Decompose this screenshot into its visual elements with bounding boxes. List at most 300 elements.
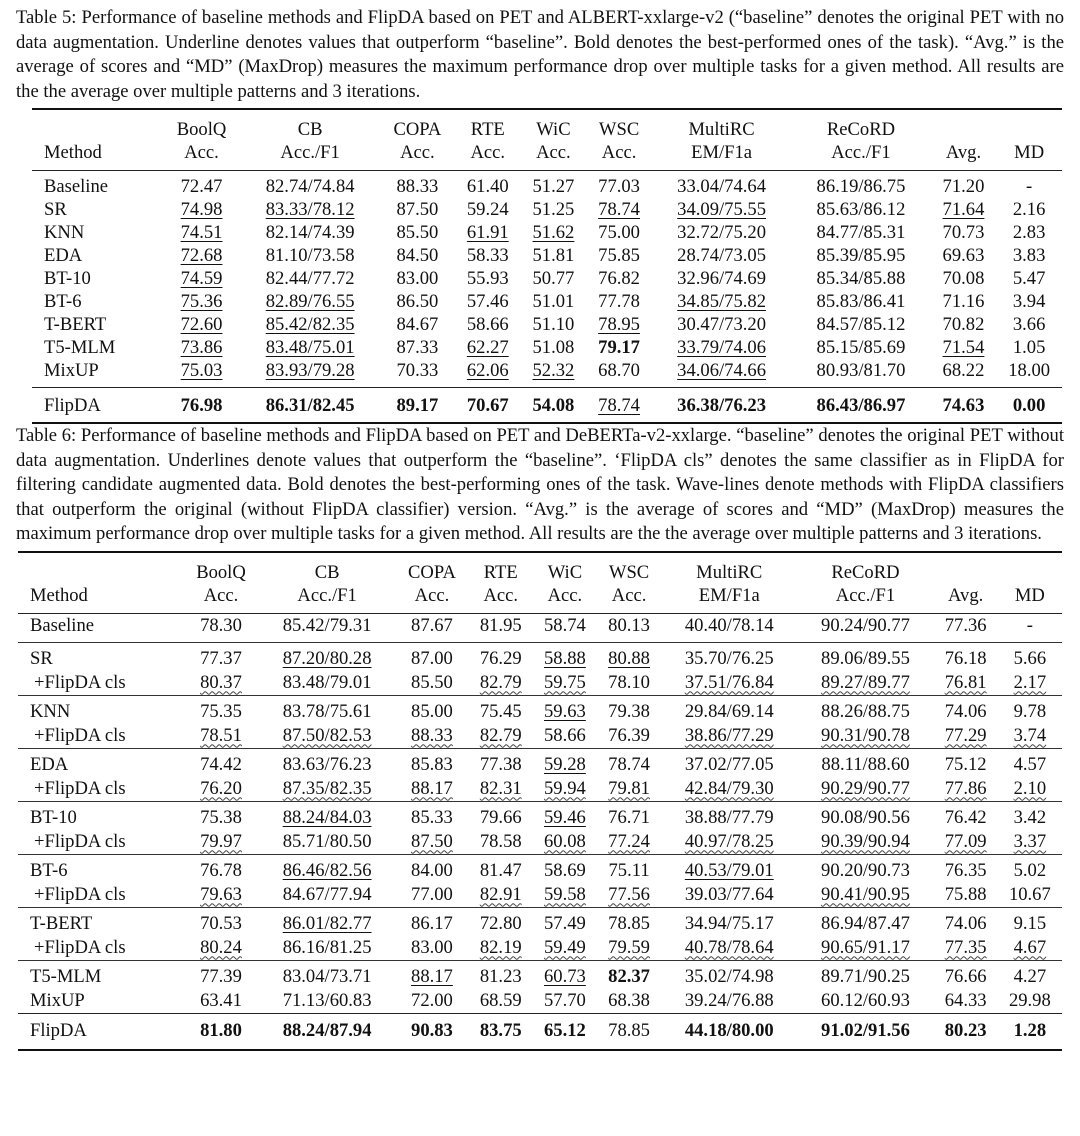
cell-value: 73.86 — [180, 337, 223, 358]
table-cell — [469, 642, 533, 671]
table-cell — [395, 936, 468, 961]
cell-value: 76.35 — [944, 859, 987, 881]
column-header: Method — [32, 141, 163, 171]
column-header: Acc./F1 — [240, 141, 379, 171]
table-cell — [652, 359, 791, 388]
cell-value: 79.38 — [608, 700, 650, 722]
column-header-top: WiC — [533, 552, 597, 584]
table-cell — [183, 671, 259, 696]
table-cell — [931, 244, 997, 267]
cell-value: 38.86/77.29 — [684, 724, 774, 746]
cell-value: 87.67 — [411, 614, 453, 636]
cell-value: 51.62 — [532, 222, 575, 243]
table-cell — [259, 671, 395, 696]
table-row — [18, 613, 1062, 642]
table-cell — [380, 244, 455, 267]
table-cell — [533, 989, 597, 1014]
cell-value: 74.59 — [180, 268, 223, 289]
cell-value: 71.54 — [942, 337, 985, 358]
table-row — [32, 171, 1062, 199]
cell-value: 83.48/79.01 — [282, 671, 372, 693]
table-cell — [597, 854, 661, 883]
cell-value: 77.00 — [411, 883, 453, 905]
table-row — [32, 244, 1062, 267]
method-name: +FlipDA cls — [34, 777, 126, 799]
table-cell — [533, 960, 597, 989]
table6-caption-label: Table 6: — [16, 425, 77, 446]
cell-value: 87.20/80.28 — [282, 647, 372, 669]
table-cell — [469, 936, 533, 961]
column-header: Acc. — [455, 141, 521, 171]
table-cell — [934, 883, 998, 908]
table-cell — [469, 854, 533, 883]
table-cell — [521, 336, 587, 359]
cell-value: 77.24 — [608, 830, 650, 852]
cell-value: 75.35 — [200, 700, 242, 722]
table-cell — [240, 336, 379, 359]
cell-value: 88.17 — [411, 965, 453, 987]
table-cell — [183, 989, 259, 1014]
cell-value: 68.59 — [479, 989, 522, 1011]
table-cell — [652, 244, 791, 267]
cell-value: 51.08 — [532, 337, 575, 358]
cell-value: 75.36 — [180, 291, 223, 312]
cell-value: 9.78 — [1013, 700, 1047, 722]
table-cell — [797, 724, 933, 749]
table-cell — [661, 1013, 797, 1050]
table-row — [32, 221, 1062, 244]
table-cell — [791, 388, 930, 424]
table-cell — [183, 960, 259, 989]
cell-value: 78.30 — [200, 614, 242, 636]
cell-value: 78.58 — [479, 830, 522, 852]
table-cell — [791, 336, 930, 359]
cell-value: 81.80 — [200, 1019, 242, 1041]
table-cell — [380, 336, 455, 359]
cell-value: 70.33 — [396, 360, 439, 381]
cell-value: 83.00 — [411, 936, 453, 958]
column-header: Acc. — [597, 584, 661, 614]
table-cell — [998, 801, 1062, 830]
cell-value: 82.74/74.84 — [265, 176, 355, 197]
cell-value: 72.00 — [411, 989, 453, 1011]
cell-value: 76.18 — [944, 647, 987, 669]
table-cell — [533, 777, 597, 802]
column-header: Acc. — [533, 584, 597, 614]
table-cell — [380, 313, 455, 336]
table-cell — [521, 359, 587, 388]
table-cell — [661, 613, 797, 642]
cell-value: 58.66 — [466, 314, 509, 335]
cell-value: 82.79 — [479, 671, 522, 693]
table-cell — [586, 388, 652, 424]
table-cell — [183, 936, 259, 961]
table-cell — [163, 313, 241, 336]
method-name: +FlipDA cls — [34, 830, 126, 852]
cell-value: 80.37 — [200, 671, 242, 693]
cell-value: 3.94 — [1012, 291, 1046, 312]
table-cell — [597, 671, 661, 696]
table-cell — [395, 907, 468, 936]
table-cell — [455, 313, 521, 336]
table-cell — [469, 724, 533, 749]
table-cell — [395, 960, 468, 989]
cell-value: 51.81 — [532, 245, 575, 266]
table-cell — [931, 359, 997, 388]
table-cell — [395, 854, 468, 883]
table-row — [32, 336, 1062, 359]
table-cell — [163, 388, 241, 424]
table5-caption-text: Performance of baseline methods and FlipDA based on PET and ALBERT-xxlarge-v2 (“baseline” denotes the original PET with no data augmentation. Underline denotes values that outperform “baseline”. Bold denotes the best-performed ones of the task). “Avg.” is the average of scores and “MD” (MaxDrop) measures the maximum performance drop over multiple tasks for a given method. All results are the the average over multiple patterns and 3 iterations. — [16, 7, 1064, 102]
cell-value: 58.33 — [466, 245, 509, 266]
table-cell — [469, 801, 533, 830]
table-cell — [533, 748, 597, 777]
cell-value: 87.50 — [411, 830, 453, 852]
table-cell — [469, 883, 533, 908]
column-header-top — [996, 109, 1062, 141]
table-cell — [931, 221, 997, 244]
cell-value: 84.67 — [396, 314, 439, 335]
cell-value: 87.50 — [396, 199, 439, 220]
cell-value: 40.40/78.14 — [684, 614, 774, 636]
table-cell — [661, 960, 797, 989]
cell-value: 80.88 — [608, 647, 650, 669]
table-cell — [586, 313, 652, 336]
cell-value: 62.06 — [466, 360, 509, 381]
table-cell — [455, 171, 521, 199]
method-name: BT-6 — [44, 291, 82, 312]
table-cell — [998, 613, 1062, 642]
table-cell — [163, 171, 241, 199]
cell-value: 3.74 — [1013, 724, 1047, 746]
method-name: +FlipDA cls — [34, 724, 126, 746]
table-cell — [931, 171, 997, 199]
table-cell — [183, 883, 259, 908]
cell-value: 79.66 — [479, 806, 522, 828]
table-cell — [240, 359, 379, 388]
cell-value: 74.42 — [200, 753, 242, 775]
cell-value: 9.15 — [1013, 912, 1047, 934]
column-header: EM/F1a — [652, 141, 791, 171]
cell-value: 82.19 — [479, 936, 522, 958]
table-cell — [996, 171, 1062, 199]
table-cell — [661, 989, 797, 1014]
table-cell — [586, 290, 652, 313]
table-cell — [996, 198, 1062, 221]
table-cell — [380, 198, 455, 221]
column-header-top: ReCoRD — [797, 552, 933, 584]
cell-value: 85.50 — [396, 222, 439, 243]
table-cell — [586, 171, 652, 199]
table-cell — [469, 907, 533, 936]
cell-value: 91.02/91.56 — [821, 1019, 910, 1041]
table-cell — [259, 748, 395, 777]
cell-value: 83.78/75.61 — [282, 700, 372, 722]
cell-value: 68.70 — [598, 360, 640, 381]
cell-value: 86.31/82.45 — [265, 395, 355, 416]
table-cell — [380, 359, 455, 388]
table-cell — [259, 907, 395, 936]
cell-value: 74.06 — [944, 700, 987, 722]
cell-value: 83.75 — [479, 1019, 522, 1041]
cell-value: 74.63 — [942, 395, 985, 416]
cell-value: 42.84/79.30 — [684, 777, 774, 799]
cell-value: 86.94/87.47 — [821, 912, 910, 934]
table-cell — [259, 695, 395, 724]
table-cell — [395, 695, 468, 724]
cell-value: 75.03 — [180, 360, 223, 381]
cell-value: 59.24 — [466, 199, 509, 220]
table-cell — [533, 936, 597, 961]
cell-value: 80.13 — [608, 614, 650, 636]
cell-value: 75.38 — [200, 806, 242, 828]
table-row — [18, 936, 1062, 961]
cell-value: 85.00 — [411, 700, 453, 722]
cell-value: 3.42 — [1013, 806, 1047, 828]
table-cell — [931, 198, 997, 221]
cell-value: 80.24 — [200, 936, 242, 958]
cell-value: 1.28 — [1013, 1019, 1047, 1041]
cell-value: 70.08 — [942, 268, 985, 289]
cell-value: 71.64 — [942, 199, 985, 220]
cell-value: 76.78 — [200, 859, 242, 881]
column-header-top: MultiRC — [652, 109, 791, 141]
table-cell — [931, 290, 997, 313]
cell-value: 85.33 — [411, 806, 453, 828]
cell-value: 82.91 — [479, 883, 522, 905]
table-cell — [661, 695, 797, 724]
table-cell — [998, 830, 1062, 855]
table-row — [32, 313, 1062, 336]
cell-value: 78.95 — [598, 314, 640, 335]
cell-value: 86.50 — [396, 291, 439, 312]
cell-value: 55.93 — [466, 268, 509, 289]
cell-value: 70.82 — [942, 314, 985, 335]
cell-value: 87.00 — [411, 647, 453, 669]
table-cell — [395, 801, 468, 830]
cell-value: 79.59 — [608, 936, 650, 958]
table6-header-row-bottom — [18, 584, 1062, 614]
cell-value: 38.88/77.79 — [684, 806, 774, 828]
table-cell — [934, 801, 998, 830]
table-cell — [163, 267, 241, 290]
table-row — [18, 724, 1062, 749]
table-cell — [521, 388, 587, 424]
table-cell — [996, 336, 1062, 359]
cell-value: 5.47 — [1012, 268, 1046, 289]
cell-value: 4.67 — [1013, 936, 1047, 958]
table-cell — [259, 724, 395, 749]
table-cell — [455, 359, 521, 388]
cell-value: 77.35 — [944, 936, 987, 958]
table-cell — [797, 936, 933, 961]
cell-value: 2.83 — [1012, 222, 1046, 243]
cell-value: 83.04/73.71 — [282, 965, 372, 987]
cell-value: 75.88 — [944, 883, 987, 905]
table-cell — [163, 336, 241, 359]
cell-value: 89.06/89.55 — [821, 647, 910, 669]
column-header: MD — [998, 584, 1062, 614]
table6-body — [18, 613, 1062, 1050]
table-cell — [797, 989, 933, 1014]
table-cell — [183, 801, 259, 830]
cell-value: 84.77/85.31 — [816, 222, 906, 243]
cell-value: 85.71/80.50 — [282, 830, 372, 852]
column-header-top — [998, 552, 1062, 584]
cell-value: 40.78/78.64 — [684, 936, 774, 958]
table-cell — [791, 221, 930, 244]
cell-value: 70.67 — [466, 395, 509, 416]
table-row — [32, 359, 1062, 388]
table-cell — [661, 642, 797, 671]
method-name: Baseline — [30, 614, 95, 636]
table-row — [18, 777, 1062, 802]
cell-value: 78.10 — [608, 671, 650, 693]
cell-value: 82.44/77.72 — [265, 268, 355, 289]
table-cell — [395, 671, 468, 696]
column-header-top — [32, 109, 163, 141]
column-header: Acc./F1 — [797, 584, 933, 614]
cell-value: 90.24/90.77 — [821, 614, 910, 636]
cell-value: 79.81 — [608, 777, 650, 799]
method-name: Baseline — [44, 176, 109, 197]
cell-value: 71.16 — [942, 291, 985, 312]
table-row — [32, 388, 1062, 424]
cell-value: 33.04/74.64 — [677, 176, 766, 197]
table-cell — [597, 883, 661, 908]
table-cell — [455, 290, 521, 313]
table-cell — [586, 244, 652, 267]
table-cell — [597, 695, 661, 724]
table-cell — [259, 936, 395, 961]
table-cell — [996, 359, 1062, 388]
table-cell — [996, 221, 1062, 244]
table-cell — [998, 854, 1062, 883]
cell-value: 68.22 — [942, 360, 985, 381]
table-cell — [533, 642, 597, 671]
table-cell — [521, 221, 587, 244]
method-name: +FlipDA cls — [34, 883, 126, 905]
cell-value: 68.38 — [608, 989, 650, 1011]
column-header-top: COPA — [395, 552, 468, 584]
table-row — [18, 695, 1062, 724]
table-cell — [533, 724, 597, 749]
table-cell — [259, 642, 395, 671]
column-header: Acc. — [521, 141, 587, 171]
table-cell — [597, 777, 661, 802]
column-header: Acc. — [380, 141, 455, 171]
table-cell — [586, 267, 652, 290]
cell-value: 83.48/75.01 — [265, 337, 355, 358]
table-cell — [163, 359, 241, 388]
cell-value: 84.67/77.94 — [282, 883, 372, 905]
table-cell — [259, 830, 395, 855]
column-header: MD — [996, 141, 1062, 171]
table-cell — [469, 748, 533, 777]
column-header-top: CB — [259, 552, 395, 584]
table-cell — [533, 854, 597, 883]
table-cell — [797, 748, 933, 777]
table-cell — [380, 290, 455, 313]
cell-value: 77.78 — [598, 291, 640, 312]
column-header: Acc. — [469, 584, 533, 614]
table-cell — [533, 1013, 597, 1050]
column-header: Acc. — [395, 584, 468, 614]
table-cell — [597, 936, 661, 961]
cell-value: 0.00 — [1012, 395, 1046, 416]
cell-value: 76.81 — [944, 671, 987, 693]
table-cell — [183, 724, 259, 749]
cell-value: 79.63 — [200, 883, 242, 905]
cell-value: 79.17 — [598, 337, 640, 358]
cell-value: 77.03 — [598, 176, 640, 197]
method-name: +FlipDA cls — [34, 671, 126, 693]
cell-value: 74.06 — [944, 912, 987, 934]
table-cell — [380, 267, 455, 290]
table5 — [32, 108, 1062, 424]
cell-value: 82.37 — [608, 965, 650, 987]
cell-value: 57.70 — [543, 989, 586, 1011]
table-cell — [998, 777, 1062, 802]
cell-value: 37.51/76.84 — [684, 671, 774, 693]
cell-value: 77.29 — [944, 724, 987, 746]
table-cell — [597, 1013, 661, 1050]
cell-value: 72.60 — [180, 314, 223, 335]
cell-value: 86.19/86.75 — [816, 176, 906, 197]
table-cell — [521, 171, 587, 199]
table-cell — [998, 748, 1062, 777]
table5-body — [32, 171, 1062, 424]
table-cell — [455, 336, 521, 359]
table-cell — [661, 748, 797, 777]
column-header-top: WSC — [597, 552, 661, 584]
table6-header-row-top — [18, 552, 1062, 584]
table-cell — [661, 724, 797, 749]
cell-value: 1.05 — [1012, 337, 1046, 358]
table-cell — [533, 801, 597, 830]
column-header-top: RTE — [455, 109, 521, 141]
cell-value: 72.47 — [180, 176, 223, 197]
table-cell — [533, 695, 597, 724]
table-cell — [395, 613, 468, 642]
cell-value: 70.53 — [200, 912, 242, 934]
cell-value: 78.51 — [200, 724, 242, 746]
table-cell — [661, 883, 797, 908]
cell-value: 33.79/74.06 — [677, 337, 766, 358]
table-cell — [240, 388, 379, 424]
cell-value: 29.98 — [1008, 989, 1051, 1011]
column-header: Method — [18, 584, 183, 614]
cell-value: 83.63/76.23 — [282, 753, 372, 775]
cell-value: 88.24/84.03 — [282, 806, 372, 828]
cell-value: 60.73 — [543, 965, 586, 987]
table-cell — [597, 613, 661, 642]
table-cell — [521, 244, 587, 267]
table-cell — [934, 960, 998, 989]
table-cell — [797, 695, 933, 724]
table-cell — [163, 198, 241, 221]
table-cell — [259, 854, 395, 883]
table-cell — [934, 1013, 998, 1050]
table-row — [18, 642, 1062, 671]
column-header: Avg. — [934, 584, 998, 614]
table-cell — [240, 198, 379, 221]
table-cell — [183, 613, 259, 642]
table-cell — [998, 642, 1062, 671]
table-cell — [797, 613, 933, 642]
table-cell — [469, 960, 533, 989]
cell-value: 76.20 — [200, 777, 242, 799]
